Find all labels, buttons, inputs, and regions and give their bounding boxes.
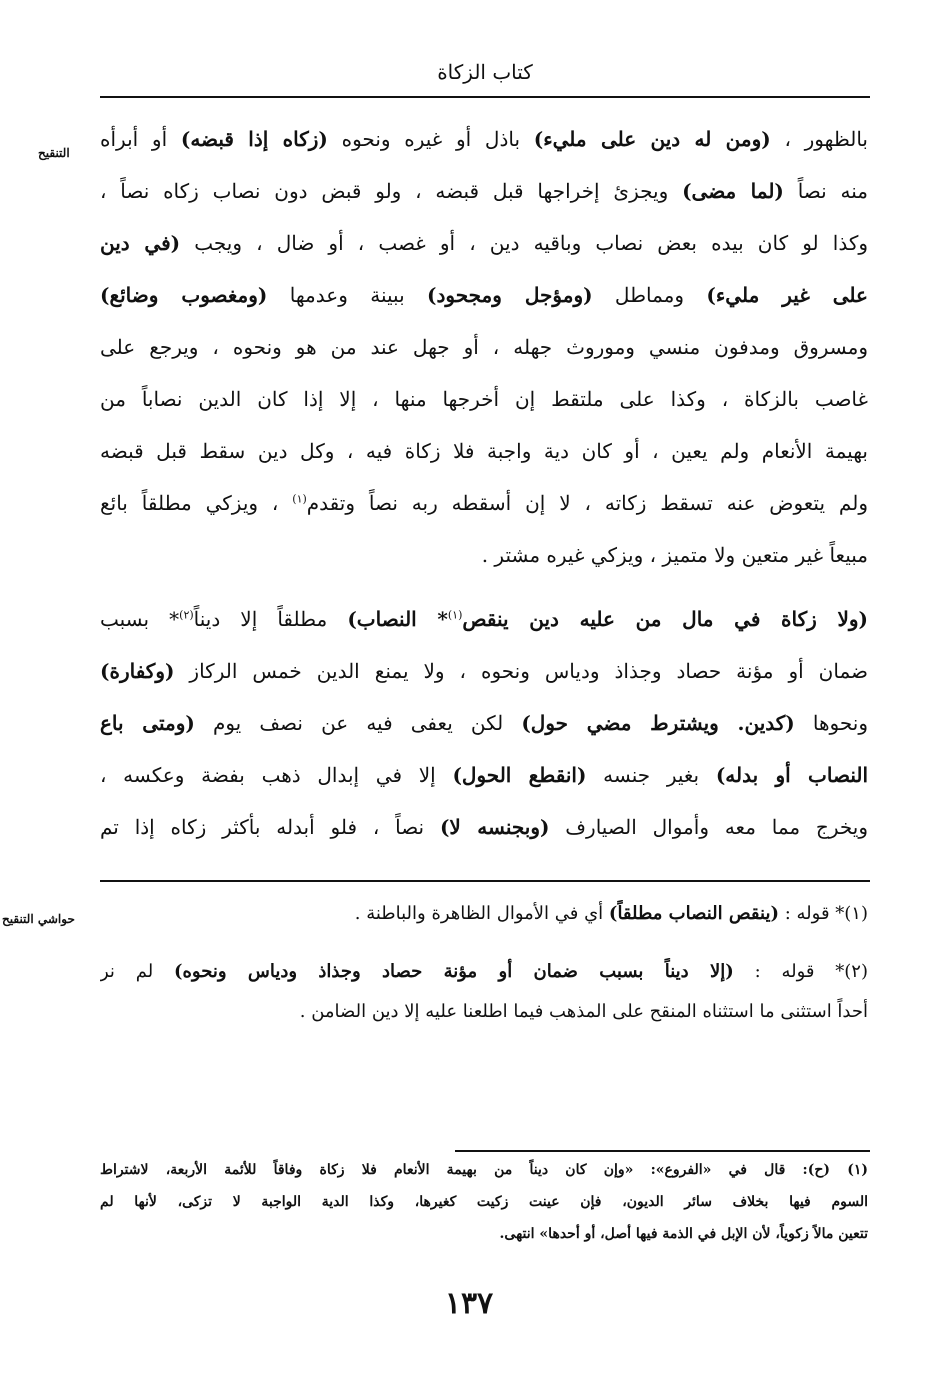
text-span: أو أبرأه [100, 127, 181, 151]
footnote-line-3: تتعين مالاً زكوياً، لأن الإبل في الذمة فيها أصل، أو أحدها» انتهى. [499, 1226, 868, 1242]
matn-phrase: (إلا ديناً بسبب ضمان أو مؤنة حصاد وجذاذ ودياس ونحوه) [173, 961, 734, 982]
matn-phrase: على غير مليء) [706, 283, 868, 307]
text-line-14 [100, 812, 868, 842]
text-line-12 [100, 708, 868, 738]
text-span: بغير جنسه [586, 763, 716, 787]
text-span: وكذا لو كان بيده بعض نصاب وباقيه دين ، أو غصب ، أو ضال ، ويجب [180, 231, 868, 255]
hawashi-note-2 [100, 958, 868, 986]
hawashi-note-2-cont: أحداً استثنى ما استثناه المنقح على المذهب فيما اطلعنا عليه إلا دين الضامن . [299, 1001, 868, 1022]
matn-phrase: * النصاب) [347, 607, 448, 631]
matn-phrase: (ومن له دين على مليء) [533, 127, 771, 151]
text-span: (١)* قوله : [779, 903, 868, 924]
text-line-7: بهيمة الأنعام ولم يعين ، أو كان دية واجبة فلا زكاة فيه ، وكل دين سقط قبل قبضه [100, 439, 868, 463]
matn-phrase: (ينقص النصاب مطلقاً) [608, 903, 779, 924]
side-label-hawashi: حواشي التنقيح [2, 912, 75, 926]
footnote-ref: (١) [292, 492, 307, 506]
text-span: باذل أو غيره ونحوه [327, 127, 534, 151]
text-span: مطلقاً إلا ديناً [193, 607, 348, 631]
matn-phrase: (كدين. ويشترط مضي حول) [521, 711, 795, 735]
text-span: لكن يعفى فيه عن نصف يوم [194, 711, 522, 735]
hawashi-rule [100, 880, 870, 882]
text-line-10 [100, 604, 868, 634]
text-span: * بسبب [100, 607, 180, 631]
text-span: ومماطل [592, 283, 707, 307]
matn-phrase: (وكفارة) [100, 659, 175, 683]
text-line-13 [100, 760, 868, 790]
text-span: ويخرج مما معه وأموال الصيارف [549, 815, 868, 839]
matn-phrase: (انقطع الحول) [452, 763, 587, 787]
footnote-line-1: (١) (ح): قال في «الفروع»: «وإن كان ديناً من بهيمة الأنعام فلا زكاة وفاقاً للأئمة الأربعة، لاشتراط [100, 1162, 868, 1178]
text-span: لم نر [100, 961, 174, 982]
matn-phrase: (وبجنسه لا) [439, 815, 550, 839]
text-line-1 [100, 124, 868, 154]
text-line-8 [100, 488, 868, 518]
matn-phrase: (لما مضى) [682, 179, 784, 203]
text-line-5: ومسروق ومدفون منسي وموروث جهله ، أو جهل عند من هو ونحوه ، ويرجع على [100, 335, 868, 359]
text-span: نصاً ، فلو أبدله بأكثر زكاه إذا تم [100, 815, 440, 839]
text-span: ولم يتعوض عنه تسقط زكاته ، لا إن أسقطه ربه نصاً وتقدم [306, 491, 868, 515]
header-rule [100, 96, 870, 98]
text-span: منه نصاً [783, 179, 868, 203]
text-span: (٢)* قوله : [733, 961, 868, 982]
matn-phrase: (ومؤجل ومجحود) [427, 283, 593, 307]
text-span: ، ويزكي مطلقاً بائع [100, 491, 293, 515]
text-span: أي في الأموال الظاهرة والباطنة . [354, 903, 609, 924]
running-head: كتاب الزكاة [437, 60, 533, 84]
text-line-2 [100, 176, 868, 206]
text-span: ونحوها [794, 711, 868, 735]
text-line-11 [100, 656, 868, 686]
matn-phrase: (ومغصوب وضائع) [100, 283, 268, 307]
text-line-4 [100, 280, 868, 310]
text-line-9: مبيعاً غير متعين ولا متميز ، ويزكي غيره مشتر . [481, 543, 868, 567]
footnote-ref: (١) [447, 608, 463, 622]
matn-phrase: النصاب أو بدله) [715, 763, 868, 787]
matn-phrase: (زكاه إذا قبضه) [180, 127, 328, 151]
text-span: إلا في إبدال ذهب بفضة وعكسه ، [100, 763, 453, 787]
text-line-6: غاصب بالزكاة ، وكذا على ملتقط إن أخرجها منها ، إلا إذا كان الدين نصاباً من [100, 387, 868, 411]
matn-phrase: (ولا زكاة في مال من عليه دين ينقص [462, 607, 868, 631]
page-number: ١٣٧ [444, 1286, 494, 1321]
matn-phrase: (ومتى باع [100, 711, 195, 735]
text-span: ضمان أو مؤنة حصاد وجذاذ ودياس ونحوه ، ولا يمنع الدين خمس الركاز [174, 659, 868, 683]
footnote-line-2: السوم فيها بخلاف سائر الديون، فإن عينت زكيت كغيرها، وكذا الدية الواجبة لا تزكى، لأنها لم [100, 1194, 868, 1210]
text-span: بالظهور ، [770, 127, 868, 151]
side-label-tanqih: التنقيح [38, 146, 70, 160]
hawashi-note-1 [100, 900, 868, 928]
text-span: ببينة وعدمها [267, 283, 428, 307]
text-line-3 [100, 228, 868, 258]
footnote-rule [455, 1150, 870, 1152]
text-span: ويجزئ إخراجها قبل قبضه ، ولو قبض دون نصاب زكاه نصاً ، [100, 179, 683, 203]
matn-phrase: (في دين [100, 231, 181, 255]
footnote-ref: (٢) [179, 608, 194, 622]
